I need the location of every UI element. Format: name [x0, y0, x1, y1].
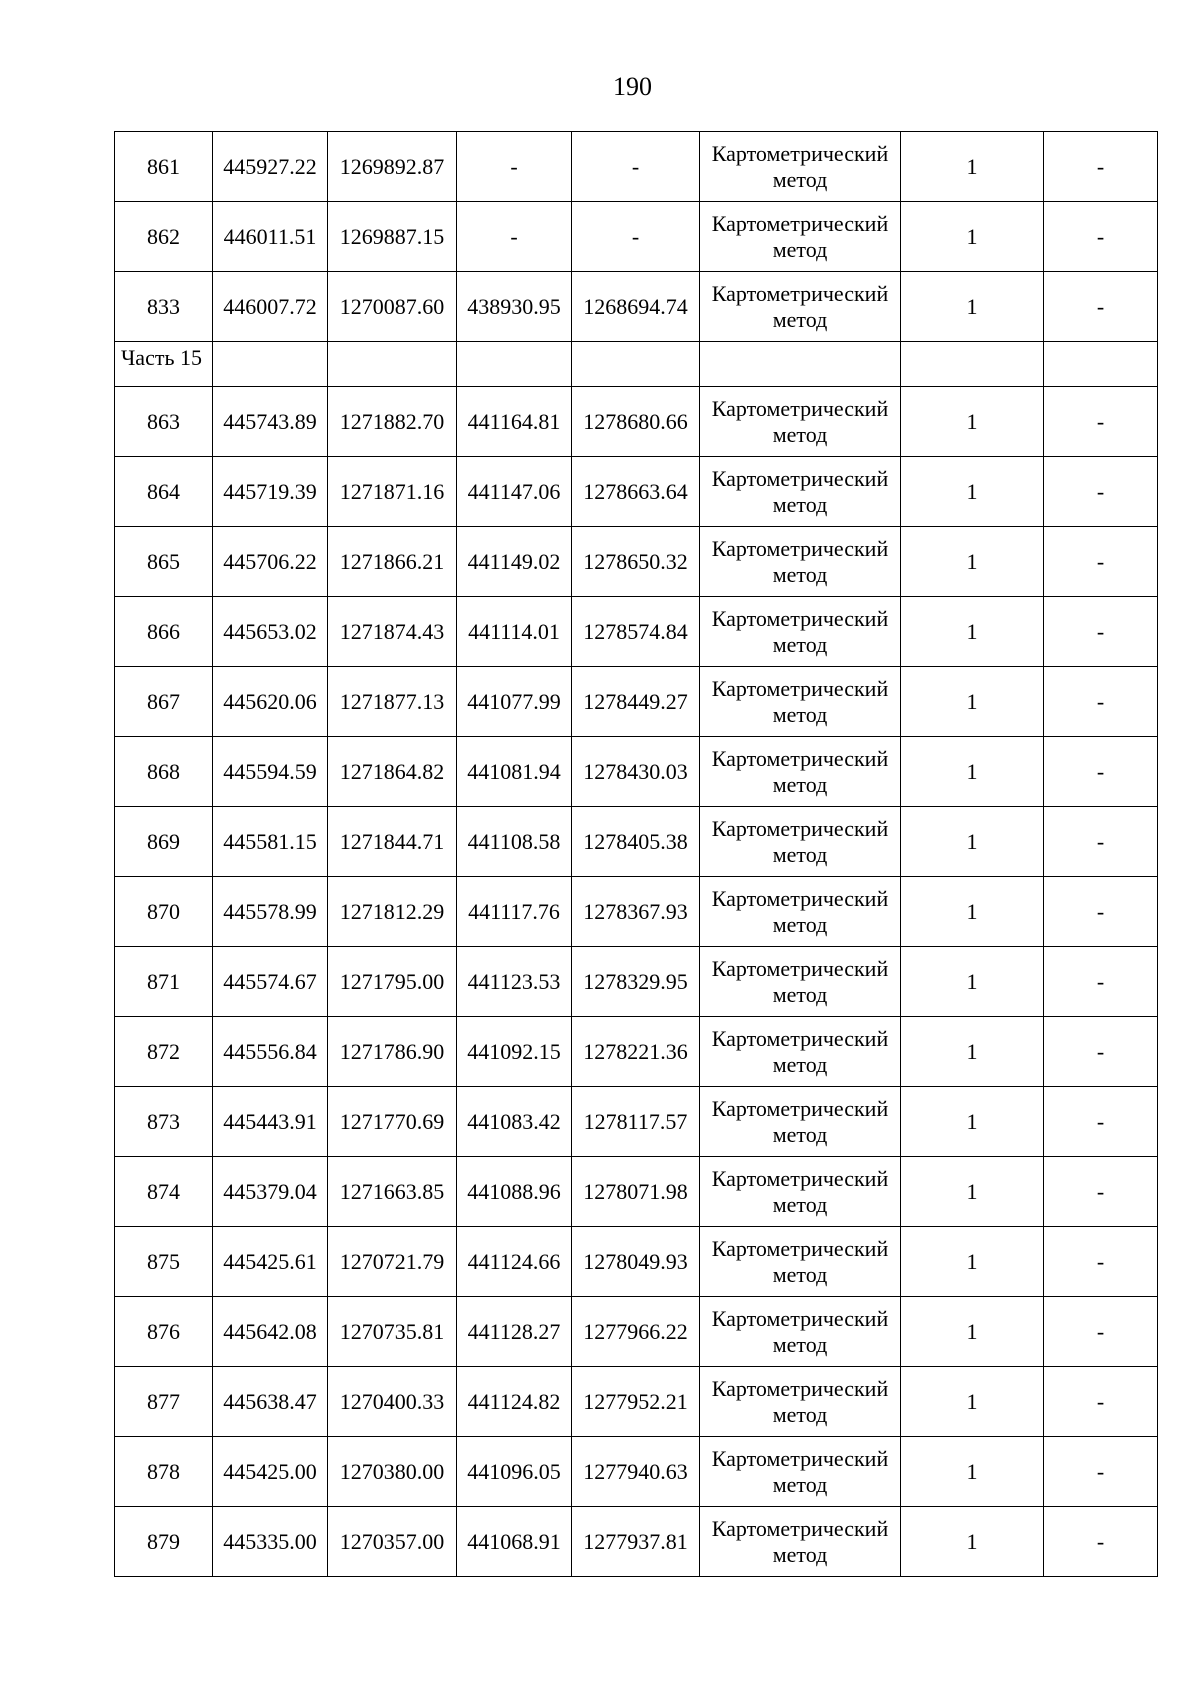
x-new-cell: 441081.94 [457, 737, 572, 807]
description-cell: - [1044, 1157, 1158, 1227]
part-label: Часть 15 [115, 342, 213, 387]
table-row [115, 1157, 1158, 1227]
point-number-cell: 863 [115, 387, 213, 457]
table-row [115, 1017, 1158, 1087]
y-new-cell: 1278329.95 [572, 947, 700, 1017]
x-old-cell: 445581.15 [213, 807, 328, 877]
method-cell [700, 1157, 901, 1227]
table-row [115, 457, 1158, 527]
table-row [115, 387, 1158, 457]
method-line-1: Картометрический [711, 210, 889, 236]
y-old-cell: 1270357.00 [328, 1507, 457, 1577]
accuracy-cell: 1 [901, 1017, 1044, 1087]
table-row [115, 1297, 1158, 1367]
method-line-1: Картометрический [711, 1235, 889, 1261]
accuracy-cell: 1 [901, 807, 1044, 877]
x-old-cell: 445574.67 [213, 947, 328, 1017]
method-line-2: метод [772, 1541, 828, 1567]
method-line-1: Картометрический [711, 1165, 889, 1191]
empty-cell [328, 342, 457, 387]
method-cell [700, 1227, 901, 1297]
coordinates-table [114, 131, 1158, 1577]
x-old-cell: 445706.22 [213, 527, 328, 597]
table-row [115, 1367, 1158, 1437]
accuracy-cell: 1 [901, 597, 1044, 667]
y-new-cell: 1278071.98 [572, 1157, 700, 1227]
table-row [115, 947, 1158, 1017]
table-row [115, 527, 1158, 597]
y-new-cell: 1278650.32 [572, 527, 700, 597]
x-new-cell: - [457, 202, 572, 272]
x-old-cell: 445653.02 [213, 597, 328, 667]
method-cell [700, 807, 901, 877]
accuracy-cell: 1 [901, 667, 1044, 737]
method-line-1: Картометрический [711, 605, 889, 631]
point-number-cell: 866 [115, 597, 213, 667]
description-cell: - [1044, 272, 1158, 342]
y-new-cell: 1278663.64 [572, 457, 700, 527]
page-number: 190 [613, 72, 652, 101]
method-cell [700, 1297, 901, 1367]
y-old-cell: 1270087.60 [328, 272, 457, 342]
description-cell: - [1044, 1227, 1158, 1297]
method-line-1: Картометрический [711, 1305, 889, 1331]
y-old-cell: 1271866.21 [328, 527, 457, 597]
y-old-cell: 1269887.15 [328, 202, 457, 272]
x-old-cell: 445743.89 [213, 387, 328, 457]
accuracy-cell: 1 [901, 1087, 1044, 1157]
y-old-cell: 1271877.13 [328, 667, 457, 737]
method-line-2: метод [772, 421, 828, 447]
y-new-cell: 1268694.74 [572, 272, 700, 342]
method-cell [700, 877, 901, 947]
y-old-cell: 1271663.85 [328, 1157, 457, 1227]
method-cell [700, 597, 901, 667]
method-line-1: Картометрический [711, 745, 889, 771]
method-line-1: Картометрический [711, 955, 889, 981]
x-old-cell: 445425.61 [213, 1227, 328, 1297]
method-line-2: метод [772, 1331, 828, 1357]
method-line-1: Картометрический [711, 140, 889, 166]
x-old-cell: 445578.99 [213, 877, 328, 947]
empty-cell [901, 342, 1044, 387]
y-new-cell: 1278367.93 [572, 877, 700, 947]
description-cell: - [1044, 667, 1158, 737]
method-cell [700, 1087, 901, 1157]
method-line-2: метод [772, 1121, 828, 1147]
x-old-cell: 445642.08 [213, 1297, 328, 1367]
y-old-cell: 1270735.81 [328, 1297, 457, 1367]
point-number-cell: 870 [115, 877, 213, 947]
description-cell: - [1044, 1367, 1158, 1437]
method-line-2: метод [772, 561, 828, 587]
y-old-cell: 1271882.70 [328, 387, 457, 457]
empty-cell [572, 342, 700, 387]
x-new-cell: 441124.82 [457, 1367, 572, 1437]
accuracy-cell: 1 [901, 1367, 1044, 1437]
y-new-cell: 1277966.22 [572, 1297, 700, 1367]
x-new-cell: 441164.81 [457, 387, 572, 457]
description-cell: - [1044, 947, 1158, 1017]
y-new-cell: - [572, 132, 700, 202]
y-new-cell: 1278117.57 [572, 1087, 700, 1157]
table-row [115, 1507, 1158, 1577]
x-new-cell: 438930.95 [457, 272, 572, 342]
table-row [115, 737, 1158, 807]
accuracy-cell: 1 [901, 1227, 1044, 1297]
accuracy-cell: 1 [901, 527, 1044, 597]
y-old-cell: 1271844.71 [328, 807, 457, 877]
x-old-cell: 445594.59 [213, 737, 328, 807]
method-line-2: метод [772, 1401, 828, 1427]
method-line-1: Картометрический [711, 395, 889, 421]
x-new-cell: 441096.05 [457, 1437, 572, 1507]
accuracy-cell: 1 [901, 202, 1044, 272]
description-cell: - [1044, 527, 1158, 597]
part-header-row [115, 342, 1158, 387]
y-old-cell: 1271786.90 [328, 1017, 457, 1087]
y-old-cell: 1271770.69 [328, 1087, 457, 1157]
method-line-2: метод [772, 981, 828, 1007]
y-old-cell: 1271812.29 [328, 877, 457, 947]
y-new-cell: 1278574.84 [572, 597, 700, 667]
x-new-cell: 441149.02 [457, 527, 572, 597]
description-cell: - [1044, 1297, 1158, 1367]
description-cell: - [1044, 1017, 1158, 1087]
y-old-cell: 1271864.82 [328, 737, 457, 807]
method-line-1: Картометрический [711, 1445, 889, 1471]
y-new-cell: 1278405.38 [572, 807, 700, 877]
y-new-cell: 1278680.66 [572, 387, 700, 457]
method-cell [700, 272, 901, 342]
x-new-cell: 441108.58 [457, 807, 572, 877]
y-old-cell: 1269892.87 [328, 132, 457, 202]
method-cell [700, 1437, 901, 1507]
empty-cell [1044, 342, 1158, 387]
table-row [115, 202, 1158, 272]
table-body [115, 132, 1158, 1577]
y-new-cell: 1277952.21 [572, 1367, 700, 1437]
point-number-cell: 877 [115, 1367, 213, 1437]
y-old-cell: 1271874.43 [328, 597, 457, 667]
method-line-2: метод [772, 1051, 828, 1077]
method-line-2: метод [772, 166, 828, 192]
method-line-2: метод [772, 306, 828, 332]
x-new-cell: 441128.27 [457, 1297, 572, 1367]
point-number-cell: 872 [115, 1017, 213, 1087]
method-cell [700, 737, 901, 807]
description-cell: - [1044, 807, 1158, 877]
table-row [115, 1437, 1158, 1507]
point-number-cell: 862 [115, 202, 213, 272]
method-line-1: Картометрический [711, 1025, 889, 1051]
accuracy-cell: 1 [901, 1437, 1044, 1507]
point-number-cell: 871 [115, 947, 213, 1017]
point-number-cell: 878 [115, 1437, 213, 1507]
empty-cell [457, 342, 572, 387]
x-old-cell: 446011.51 [213, 202, 328, 272]
x-old-cell: 445927.22 [213, 132, 328, 202]
table-row [115, 667, 1158, 737]
accuracy-cell: 1 [901, 737, 1044, 807]
point-number-cell: 868 [115, 737, 213, 807]
accuracy-cell: 1 [901, 877, 1044, 947]
x-old-cell: 445556.84 [213, 1017, 328, 1087]
description-cell: - [1044, 1507, 1158, 1577]
point-number-cell: 875 [115, 1227, 213, 1297]
x-new-cell: - [457, 132, 572, 202]
point-number-cell: 879 [115, 1507, 213, 1577]
empty-cell [213, 342, 328, 387]
table-row [115, 597, 1158, 667]
x-new-cell: 441123.53 [457, 947, 572, 1017]
x-old-cell: 445425.00 [213, 1437, 328, 1507]
method-line-2: метод [772, 771, 828, 797]
table-row [115, 1087, 1158, 1157]
y-old-cell: 1270400.33 [328, 1367, 457, 1437]
method-line-2: метод [772, 1191, 828, 1217]
x-new-cell: 441083.42 [457, 1087, 572, 1157]
method-line-1: Картометрический [711, 675, 889, 701]
point-number-cell: 864 [115, 457, 213, 527]
y-new-cell: 1277940.63 [572, 1437, 700, 1507]
point-number-cell: 873 [115, 1087, 213, 1157]
method-line-1: Картометрический [711, 1375, 889, 1401]
accuracy-cell: 1 [901, 457, 1044, 527]
x-old-cell: 446007.72 [213, 272, 328, 342]
y-old-cell: 1271871.16 [328, 457, 457, 527]
x-new-cell: 441117.76 [457, 877, 572, 947]
point-number-cell: 874 [115, 1157, 213, 1227]
accuracy-cell: 1 [901, 132, 1044, 202]
table-row [115, 272, 1158, 342]
description-cell: - [1044, 877, 1158, 947]
table-row [115, 132, 1158, 202]
table-row [115, 807, 1158, 877]
method-cell [700, 132, 901, 202]
method-line-2: метод [772, 1261, 828, 1287]
method-cell [700, 1367, 901, 1437]
method-line-2: метод [772, 701, 828, 727]
description-cell: - [1044, 387, 1158, 457]
description-cell: - [1044, 457, 1158, 527]
method-line-1: Картометрический [711, 535, 889, 561]
y-old-cell: 1270721.79 [328, 1227, 457, 1297]
description-cell: - [1044, 1437, 1158, 1507]
point-number-cell: 861 [115, 132, 213, 202]
x-new-cell: 441092.15 [457, 1017, 572, 1087]
description-cell: - [1044, 1087, 1158, 1157]
y-new-cell: 1278430.03 [572, 737, 700, 807]
y-new-cell: - [572, 202, 700, 272]
x-old-cell: 445379.04 [213, 1157, 328, 1227]
description-cell: - [1044, 132, 1158, 202]
method-line-2: метод [772, 911, 828, 937]
y-old-cell: 1270380.00 [328, 1437, 457, 1507]
method-line-1: Картометрический [711, 1515, 889, 1541]
x-new-cell: 441147.06 [457, 457, 572, 527]
table-row [115, 877, 1158, 947]
x-old-cell: 445620.06 [213, 667, 328, 737]
accuracy-cell: 1 [901, 1157, 1044, 1227]
method-line-1: Картометрический [711, 1095, 889, 1121]
description-cell: - [1044, 597, 1158, 667]
method-line-1: Картометрический [711, 885, 889, 911]
method-line-2: метод [772, 236, 828, 262]
table-row [115, 1227, 1158, 1297]
point-number-cell: 865 [115, 527, 213, 597]
method-cell [700, 1507, 901, 1577]
method-cell [700, 1017, 901, 1087]
x-old-cell: 445443.91 [213, 1087, 328, 1157]
method-cell [700, 527, 901, 597]
accuracy-cell: 1 [901, 1507, 1044, 1577]
method-cell [700, 667, 901, 737]
method-cell [700, 387, 901, 457]
method-line-2: метод [772, 491, 828, 517]
method-line-1: Картометрический [711, 465, 889, 491]
description-cell: - [1044, 202, 1158, 272]
method-line-1: Картометрический [711, 280, 889, 306]
point-number-cell: 867 [115, 667, 213, 737]
y-new-cell: 1277937.81 [572, 1507, 700, 1577]
y-new-cell: 1278221.36 [572, 1017, 700, 1087]
y-new-cell: 1278449.27 [572, 667, 700, 737]
x-new-cell: 441077.99 [457, 667, 572, 737]
x-new-cell: 441068.91 [457, 1507, 572, 1577]
empty-cell [700, 342, 901, 387]
method-cell [700, 947, 901, 1017]
accuracy-cell: 1 [901, 272, 1044, 342]
method-line-1: Картометрический [711, 815, 889, 841]
method-cell [700, 202, 901, 272]
x-new-cell: 441088.96 [457, 1157, 572, 1227]
method-line-2: метод [772, 631, 828, 657]
method-line-2: метод [772, 1471, 828, 1497]
method-cell [700, 457, 901, 527]
x-old-cell: 445638.47 [213, 1367, 328, 1437]
point-number-cell: 833 [115, 272, 213, 342]
x-new-cell: 441124.66 [457, 1227, 572, 1297]
method-line-2: метод [772, 841, 828, 867]
x-new-cell: 441114.01 [457, 597, 572, 667]
point-number-cell: 876 [115, 1297, 213, 1367]
point-number-cell: 869 [115, 807, 213, 877]
y-new-cell: 1278049.93 [572, 1227, 700, 1297]
description-cell: - [1044, 737, 1158, 807]
accuracy-cell: 1 [901, 1297, 1044, 1367]
y-old-cell: 1271795.00 [328, 947, 457, 1017]
accuracy-cell: 1 [901, 387, 1044, 457]
accuracy-cell: 1 [901, 947, 1044, 1017]
x-old-cell: 445335.00 [213, 1507, 328, 1577]
x-old-cell: 445719.39 [213, 457, 328, 527]
